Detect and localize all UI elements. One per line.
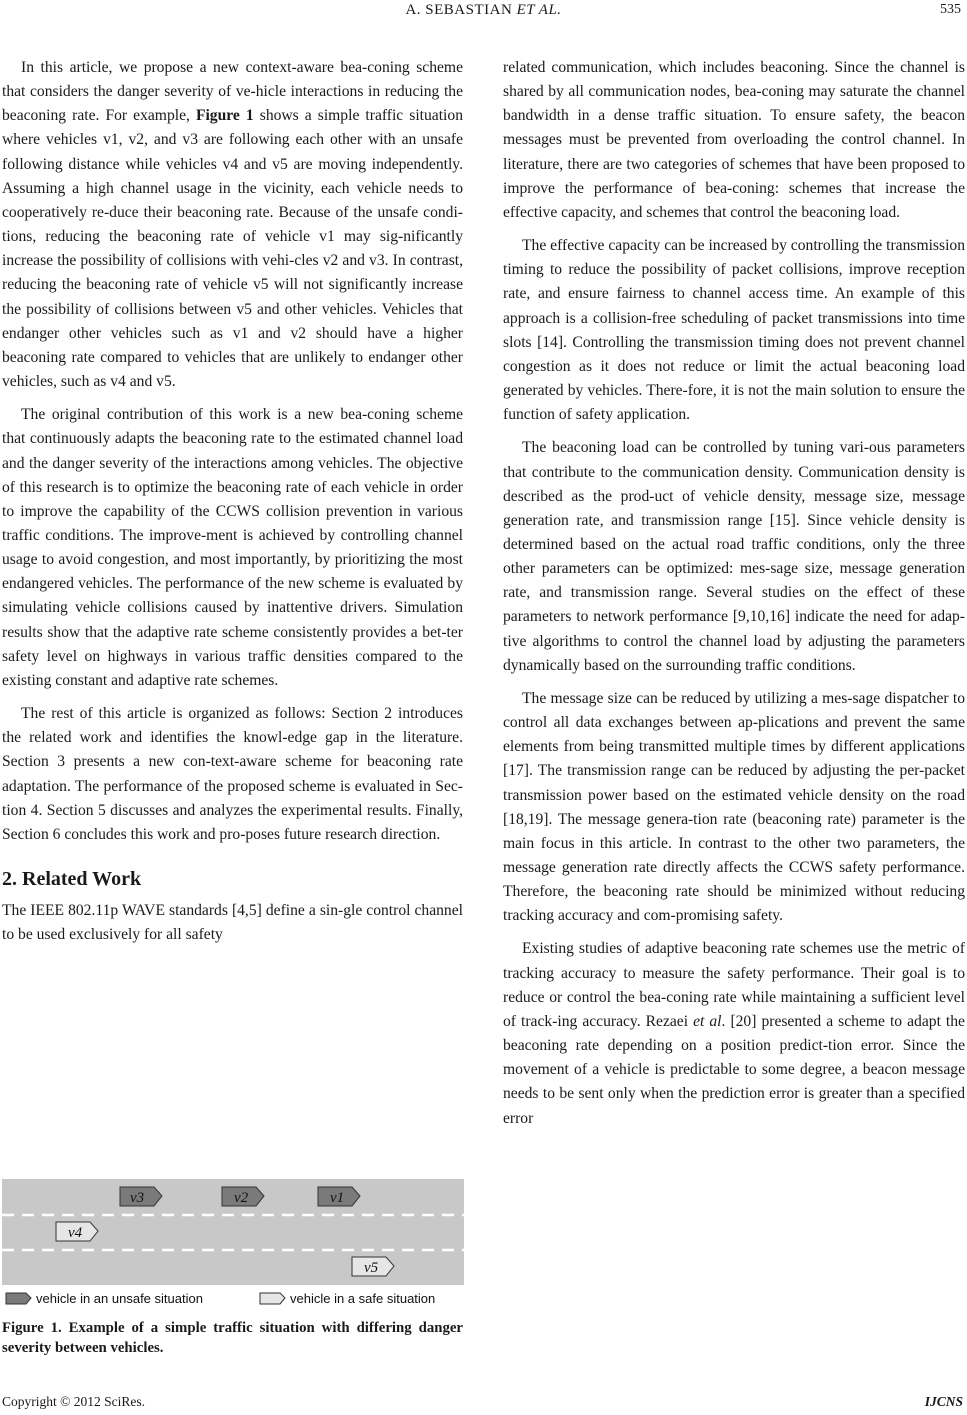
header-author: A. SEBASTIAN bbox=[405, 2, 513, 18]
footer-copyright: Copyright © 2012 SciRes. bbox=[2, 1394, 146, 1409]
paragraph-intro-1: In this article, we propose a new context-aware bea-coning scheme that considers the danger severity of ve-hicle interactions in reducing the beaconing rate. For example, Figure 1 shows a simple traffic situation where vehicles v1, v2, and v3 are following each other with an unsafe following distance while vehicles v4 and v5 are moving independently. Assuming a high channel usage in the vicinity, each vehicle needs to cooperatively re-duce their beaconing rate. Because of the unsafe condi-tions, reducing the beaconing rate of vehicle v1 may sig-nificantly increase the possibility of collisions with vehi-cles v2 and v3. In contrast, reducing the beaconing rate of vehicle v5 will not significantly increase the possibility of collisions between v5 and other vehicles. Vehicles that endanger other vehicles such as v1 and v2 should have a higher beaconing rate compared to vehicles that are unlikely to endanger other vehicles, such as v4 and v5. bbox=[2, 59, 463, 391]
paragraph-intro-2: The original contribution of this work is a new bea-coning scheme that continuously adapts the beaconing rate to the estimated channel load and the danger severity of the interactions among vehicles. The objective of this research is to optimize the beaconing rate of each vehicle in order to improve the capability of the CCWS collision prevention in various traffic conditions. The improve-ment is achieved by controlling channel usage to avoid congestion, and most importantly, by prioritizing the most endangered vehicles. The performance of the new scheme is evaluated by simulating vehicle collisions caused by inattentive drivers. Simulation results show that the adaptive rate scheme consistently provides a bet-ter safety level on highways in various traffic densities compared to the existing constant and adaptive rate schemes. bbox=[2, 406, 463, 689]
svg-text:v2: v2 bbox=[234, 1190, 249, 1206]
figure-caption: Figure 1. Example of a simple traffic situation with differing danger severity between vehicles. bbox=[2, 1320, 463, 1356]
paragraph-intro-3: The rest of this article is organized as follows: Section 2 introduces the related work and identifies the knowl-edge gap in the literature. Section 3 presents a new con-text-aware scheme for beaconing rate adaptation. The performance of the proposed scheme is evaluated in Sec-tion 4. Section 5 discusses and analyzes the experimental results. Finally, Section 6 concludes this work and pro-poses future research direction. bbox=[2, 705, 463, 843]
left-column bbox=[2, 56, 463, 956]
svg-text:v4: v4 bbox=[68, 1225, 83, 1241]
section-heading: 2. Related Work bbox=[2, 868, 142, 890]
running-title bbox=[0, 2, 967, 19]
legend-unsafe-swatch bbox=[6, 1293, 31, 1304]
page-number: 535 bbox=[940, 2, 961, 17]
svg-text:vehicle in a safe situation: vehicle in a safe situation bbox=[290, 1291, 436, 1306]
paragraph-related-2: related communication, which includes beaconing. Since the channel is shared by all communication nodes, bea-coning may saturate the channel bandwidth in a dense traffic situation. To ensure safety, the beacon messages must be prevented from overloading the control channel. In literature, there are two categories of schemes that have been proposed to improve the performance of bea-coning: schemes that increase the effective capacity, and schemes that control the beaconing load. bbox=[503, 59, 965, 221]
paragraph-related-1: The IEEE 802.11p WAVE standards [4,5] define a sin-gle control channel to be used exclusively for all safety bbox=[2, 902, 463, 944]
vehicle-v4 bbox=[56, 1222, 98, 1241]
svg-text:v5: v5 bbox=[364, 1260, 379, 1276]
footer-journal: IJCNS bbox=[924, 1394, 963, 1409]
right-column bbox=[503, 56, 965, 1140]
svg-text:v1: v1 bbox=[330, 1190, 345, 1206]
vehicle-v3 bbox=[120, 1187, 162, 1206]
vehicle-v2 bbox=[222, 1187, 264, 1206]
paragraph-related-4: The beaconing load can be controlled by tuning vari-ous parameters that contribute to the communication density. Communication density is described as the prod-uct of vehicle density, message size, message generation rate, and transmission range [15]. Since vehicle density is determined based on the actual road traffic conditions, only the three other parameters can be optimized: mes-sage size, message generation rate, and transmission range. Several studies on the effect of these parameters to network performance [9,10,16] indicate the need for adap-tive algorithms to control the channel load by adjusting the parameters dynamically based on the surrounding traffic conditions. bbox=[503, 439, 965, 674]
paragraph-related-5: The message size can be reduced by utilizing a mes-sage dispatcher to control all data exchanges between ap-plications and prevent the same elements from being transmitted multiple times by different applications [17]. The transmission range can be reduced by adjusting the per-packet transmission power based on the estimated vehicle density on the road [18,19]. The message genera-tion rate (beaconing rate) parameter is the main focus in this article. In contrast to the other two parameters, the message generation rate directly affects the CCWS safety performance. Therefore, the beaconing rate should be minimized without reducing tracking accuracy and com-promising safety. bbox=[503, 689, 965, 925]
page-header bbox=[0, 0, 967, 30]
traffic-diagram bbox=[2, 1179, 464, 1309]
legend-safe bbox=[260, 1291, 435, 1306]
figure-reference: Figure 1 bbox=[195, 107, 254, 125]
header-et-al: ET AL. bbox=[516, 2, 562, 18]
paragraph-related-3: The effective capacity can be increased by controlling the transmission timing to reduce the possibility of packet collisions, improve reception rate, and ensure fairness to channel access time. An example of this approach is a collision-free scheduling of packet transmissions into time slots [14]. Controlling the transmission timing does not prevent channel congestion as it does not reduce or limit the actual beaconing load generated by vehicles. There-fore, it is not the main solution to ensure the function of safety application. bbox=[503, 237, 965, 424]
svg-text:vehicle in an unsafe situation: vehicle in an unsafe situation bbox=[36, 1291, 203, 1306]
vehicle-v5 bbox=[352, 1257, 394, 1276]
vehicle-v1 bbox=[318, 1187, 360, 1206]
legend-safe-swatch bbox=[260, 1293, 285, 1304]
paragraph-related-6: Existing studies of adaptive beaconing rate schemes use the metric of tracking accuracy to measure the safety performance. Their goal is to reduce or control the bea-coning rate while maintaining a sufficient level of track-ing accuracy. Rezaei et al. [20] presented a scheme to adapt the beaconing rate depending on a position predict-tion error. Since the movement of a vehicle is predictable to some degree, a beacon message needs to be sent only when the prediction error is greater than a specified error bbox=[503, 940, 965, 1127]
legend-unsafe bbox=[6, 1291, 203, 1306]
svg-text:v3: v3 bbox=[130, 1190, 145, 1206]
figure-traffic-diagram bbox=[2, 1179, 464, 1309]
